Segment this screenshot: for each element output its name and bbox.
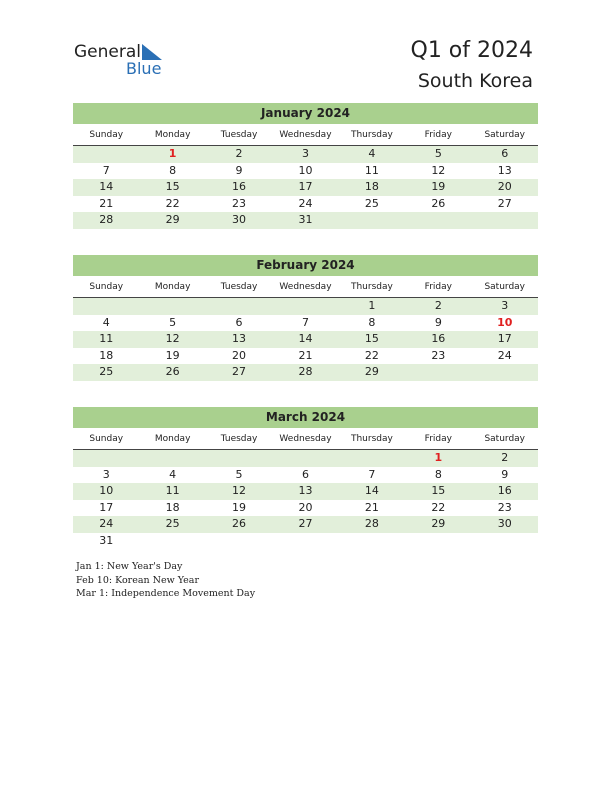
day-cell xyxy=(472,533,538,550)
day-cell: 26 xyxy=(165,365,180,378)
day-cell: 7 xyxy=(368,467,376,481)
day-cell: 12 xyxy=(431,163,446,177)
day-cell: 15 xyxy=(364,332,379,345)
day-cell: 15 xyxy=(431,484,446,497)
day-cell: 22 xyxy=(364,348,379,362)
day-cell: 12 xyxy=(232,484,247,497)
day-cell: 9 xyxy=(501,467,509,481)
day-cell: 26 xyxy=(431,196,446,210)
day-cell xyxy=(472,364,538,381)
day-cell: 5 xyxy=(169,315,177,329)
day-cell: 26 xyxy=(232,517,247,530)
day-cell xyxy=(206,533,272,550)
day-cell: 16 xyxy=(232,180,247,193)
day-cell xyxy=(272,450,338,467)
week-row xyxy=(73,212,538,229)
day-cell xyxy=(472,212,538,229)
day-cell: 7 xyxy=(102,163,110,177)
day-cell: 20 xyxy=(298,500,313,514)
logo-word-general: General xyxy=(74,42,141,62)
day-cell: 30 xyxy=(232,213,247,226)
day-cell: 31 xyxy=(298,213,313,226)
day-cell: 14 xyxy=(364,484,379,497)
day-cell: 21 xyxy=(364,500,379,514)
week-row xyxy=(73,483,538,500)
day-cell: 22 xyxy=(165,196,180,210)
day-cell: 20 xyxy=(497,180,512,193)
day-cell: 24 xyxy=(99,517,114,530)
day-cell: 17 xyxy=(99,500,114,514)
day-cell: 15 xyxy=(165,180,180,193)
day-cell xyxy=(139,298,205,315)
day-cell: 14 xyxy=(298,332,313,345)
day-cell xyxy=(405,533,471,550)
day-cell: 21 xyxy=(99,196,114,210)
day-cell: 13 xyxy=(497,163,512,177)
holiday-note: Mar 1: Independence Movement Day xyxy=(76,588,256,599)
day-cell: 27 xyxy=(298,517,313,530)
week-row xyxy=(73,348,538,365)
day-cell xyxy=(206,450,272,467)
day-cell xyxy=(339,450,405,467)
week-row xyxy=(73,516,538,533)
week-row xyxy=(73,450,538,467)
logo-flag-icon xyxy=(142,44,162,60)
weekday-label: Saturday xyxy=(484,282,526,292)
weekday-label: Sunday xyxy=(89,434,124,444)
weekday-label: Friday xyxy=(424,434,452,444)
day-cell: 20 xyxy=(232,348,247,362)
holiday-day-cell: 10 xyxy=(497,315,513,329)
day-cell: 27 xyxy=(232,365,247,378)
weekday-label: Wednesday xyxy=(279,282,332,292)
day-cell: 2 xyxy=(235,147,243,160)
weekday-label: Sunday xyxy=(89,130,124,140)
day-cell: 24 xyxy=(497,348,512,362)
month-title: January 2024 xyxy=(73,103,538,124)
day-cell: 3 xyxy=(102,467,110,481)
month-calendar-march xyxy=(73,407,538,549)
day-cell: 11 xyxy=(364,163,379,177)
page-subtitle: South Korea xyxy=(417,70,533,92)
day-cell: 3 xyxy=(301,147,309,160)
day-cell: 17 xyxy=(497,332,512,345)
day-cell: 8 xyxy=(368,315,376,329)
day-cell: 13 xyxy=(298,484,313,497)
day-cell: 19 xyxy=(431,180,446,193)
weekday-label: Thursday xyxy=(350,434,393,444)
week-row xyxy=(73,331,538,348)
day-cell: 25 xyxy=(165,517,180,530)
day-cell: 18 xyxy=(99,348,114,362)
logo-word-blue: Blue xyxy=(126,59,162,78)
day-cell: 23 xyxy=(431,348,446,362)
month-calendar-january xyxy=(73,103,538,229)
weekday-label: Saturday xyxy=(484,434,526,444)
day-cell: 9 xyxy=(434,315,442,329)
day-cell xyxy=(339,533,405,550)
day-cell: 29 xyxy=(165,213,180,226)
day-cell: 25 xyxy=(364,196,379,210)
day-cell: 27 xyxy=(497,196,512,210)
day-cell: 25 xyxy=(99,365,114,378)
week-row xyxy=(73,163,538,180)
day-cell: 2 xyxy=(501,451,509,464)
day-cell: 30 xyxy=(497,517,512,530)
day-cell xyxy=(73,298,139,315)
day-cell: 16 xyxy=(431,332,446,345)
weekday-label: Sunday xyxy=(89,282,124,292)
day-cell: 2 xyxy=(434,299,442,312)
holiday-day-cell: 1 xyxy=(434,451,443,464)
day-cell: 6 xyxy=(235,315,243,329)
day-cell: 6 xyxy=(301,467,309,481)
weekday-label: Tuesday xyxy=(220,282,258,292)
day-cell: 24 xyxy=(298,196,313,210)
day-cell: 21 xyxy=(298,348,313,362)
day-cell xyxy=(405,364,471,381)
page-title: Q1 of 2024 xyxy=(410,38,533,63)
weekday-label: Thursday xyxy=(350,282,393,292)
day-cell: 31 xyxy=(99,533,114,547)
day-cell xyxy=(272,533,338,550)
day-cell: 28 xyxy=(99,213,114,226)
day-cell: 10 xyxy=(298,163,313,177)
holiday-day-cell: 1 xyxy=(168,147,177,160)
day-cell: 4 xyxy=(368,147,376,160)
week-row xyxy=(73,364,538,381)
weekday-header-row xyxy=(73,432,538,450)
day-cell xyxy=(339,212,405,229)
day-cell xyxy=(73,450,139,467)
month-calendar-february xyxy=(73,255,538,381)
weekday-label: Saturday xyxy=(484,130,526,140)
day-cell: 12 xyxy=(165,332,180,345)
weekday-label: Wednesday xyxy=(279,434,332,444)
week-row xyxy=(73,179,538,196)
day-cell: 10 xyxy=(99,484,114,497)
day-cell: 17 xyxy=(298,180,313,193)
day-cell: 16 xyxy=(497,484,512,497)
day-cell: 4 xyxy=(102,315,110,329)
day-cell: 19 xyxy=(165,348,180,362)
day-cell: 3 xyxy=(501,299,509,312)
day-cell: 6 xyxy=(501,147,509,160)
day-cell xyxy=(405,212,471,229)
week-row xyxy=(73,315,538,332)
weekday-label: Wednesday xyxy=(279,130,332,140)
day-cell xyxy=(139,533,205,550)
day-cell: 5 xyxy=(434,147,442,160)
day-cell: 19 xyxy=(232,500,247,514)
weekday-label: Monday xyxy=(154,282,191,292)
day-cell: 7 xyxy=(301,315,309,329)
day-cell: 14 xyxy=(99,180,114,193)
holiday-notes xyxy=(76,560,255,601)
weekday-header-row xyxy=(73,280,538,298)
day-cell xyxy=(206,298,272,315)
day-cell xyxy=(272,298,338,315)
day-cell xyxy=(139,450,205,467)
weekday-header-row xyxy=(73,128,538,146)
day-cell: 11 xyxy=(165,484,180,497)
weekday-label: Tuesday xyxy=(220,434,258,444)
day-cell: 8 xyxy=(169,163,177,177)
day-cell: 4 xyxy=(169,467,177,481)
day-cell: 22 xyxy=(431,500,446,514)
day-cell: 28 xyxy=(298,365,313,378)
day-cell: 9 xyxy=(235,163,243,177)
day-cell: 29 xyxy=(364,365,379,378)
month-title: February 2024 xyxy=(73,255,538,276)
weekday-label: Friday xyxy=(424,282,452,292)
week-row xyxy=(73,298,538,315)
brand-logo xyxy=(74,42,174,78)
day-cell: 5 xyxy=(235,467,243,481)
month-title: March 2024 xyxy=(73,407,538,428)
day-cell: 1 xyxy=(368,299,376,312)
day-cell: 13 xyxy=(232,332,247,345)
week-row xyxy=(73,533,538,550)
day-cell: 29 xyxy=(431,517,446,530)
day-cell: 28 xyxy=(364,517,379,530)
day-cell xyxy=(73,146,139,163)
weekday-label: Thursday xyxy=(350,130,393,140)
day-cell: 23 xyxy=(232,196,247,210)
weekday-label: Friday xyxy=(424,130,452,140)
day-cell: 23 xyxy=(497,500,512,514)
holiday-note: Feb 10: Korean New Year xyxy=(76,574,199,586)
weekday-label: Monday xyxy=(154,434,191,444)
day-cell: 8 xyxy=(434,467,442,481)
week-row xyxy=(73,196,538,213)
week-row xyxy=(73,146,538,163)
week-row xyxy=(73,467,538,484)
holiday-note: Jan 1: New Year's Day xyxy=(76,561,183,572)
weekday-label: Monday xyxy=(154,130,191,140)
week-row xyxy=(73,500,538,517)
day-cell: 11 xyxy=(99,332,114,345)
day-cell: 18 xyxy=(364,180,379,193)
weekday-label: Tuesday xyxy=(220,130,258,140)
day-cell: 18 xyxy=(165,500,180,514)
